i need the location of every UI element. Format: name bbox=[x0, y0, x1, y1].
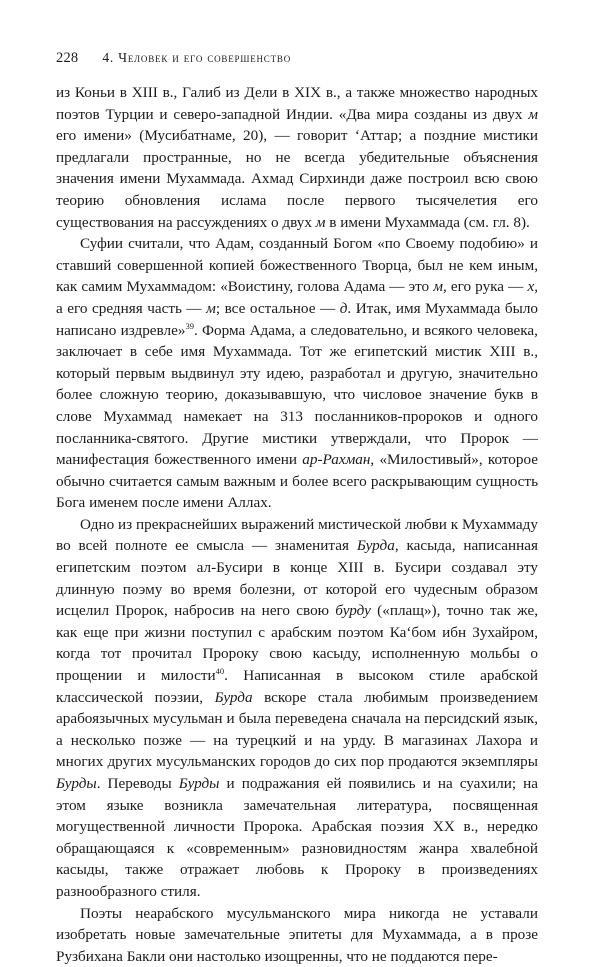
italic-term: бурду bbox=[335, 602, 371, 620]
text-run: Суфии считали, что Адам, созданный Богом «по Своему подобию» и ставший совершенной копией божественного Творца, был не кем иным, как самим Мухаммадом: «Воистину, голова Адама — это bbox=[56, 235, 538, 296]
page-number: 228 bbox=[56, 50, 79, 66]
italic-term: Бурда bbox=[214, 688, 253, 706]
text-run: , его рука — bbox=[442, 278, 528, 296]
italic-term: м bbox=[433, 278, 443, 296]
text-run: ; все остальное — bbox=[215, 299, 340, 317]
footnote-ref: 40 bbox=[215, 666, 225, 677]
paragraph bbox=[56, 82, 538, 233]
text-run: , «Милостивый», которое обычно считается самым важным и более всего раскрывающим сущность Бога именем после имени Аллах. bbox=[56, 451, 538, 512]
italic-term: м bbox=[206, 299, 216, 317]
italic-term: Бурды bbox=[56, 775, 97, 792]
text-run: в имени Мухаммада (см. гл. 8). bbox=[325, 213, 530, 231]
text-run: («плащ»), точно так же, как еще при жизни поступил с арабским поэтом Каʻбом ибн Зухайром, когда тот прочитал Пророку свою касыду, исполненную мольбы о прощении и милости bbox=[56, 602, 538, 685]
text-run: из Коньи в XIII в., Галиб из Дели в XIX в., а также множество народных поэтов Турции и северо-западной Индии. «Два мира созданы из двух bbox=[56, 84, 538, 123]
text-run: и подражания ей появились и на суахили; на этом языке возникла замечательная литература, посвященная могущественной личности Пророка. Арабская поэзия XX в., нередко обращающаяся к «современным» разновидностям жанра хвалебной касыды, также отражает любовь к Пророку в произведениях разнообразного стиля. bbox=[56, 775, 538, 900]
text-run: вскоре стала любимым произведением арабоязычных мусульман и была переведена сначала на персидский язык, а несколько позже — на турецкий и на урду. В магазинах Лахора и многих других мусульманских городов до сих пор продаются экземпляры bbox=[56, 688, 538, 771]
paragraph bbox=[56, 903, 538, 967]
text-run: , а его средняя часть — bbox=[56, 278, 539, 317]
italic-term: д bbox=[339, 299, 348, 317]
text-run: . Переводы bbox=[96, 775, 179, 792]
italic-term: м bbox=[528, 105, 538, 123]
text-run: . Итак, имя Мухаммада было написано издревле» bbox=[56, 299, 538, 339]
italic-term: Бурды bbox=[178, 775, 220, 792]
footnote-ref: 39 bbox=[185, 320, 194, 331]
text-run: Одно из прекраснейших выражений мистической любви к Мухаммаду во всей полноте ее смысла — знаменитая bbox=[56, 515, 538, 555]
text-run: его имени» (Мусибатнаме, 20), — говорит ʻАттар; а поздние мистики предлагали пространные, но не всегда убедительные объяснения значения имени Мухаммада. Ахмад Сирхинди даже построил всю свою теорию обновления ислама после первого тысячелетия его существования на рассуждениях о двух bbox=[56, 127, 538, 231]
paragraph bbox=[56, 233, 538, 514]
text-run: . Написанная в высоком стиле арабской классической поэзии, bbox=[56, 667, 539, 706]
section-title: 4. Человек и его совершенство bbox=[102, 50, 292, 65]
running-head bbox=[56, 50, 538, 67]
body-text bbox=[56, 82, 538, 967]
paragraph bbox=[56, 514, 538, 903]
italic-term: Бурда bbox=[356, 537, 395, 555]
italic-term: ар-Рахман bbox=[302, 451, 371, 469]
italic-term: х bbox=[527, 278, 535, 296]
text-run: Поэты неарабского мусульманского мира никогда не уставали изобретать новые замечательные эпитеты для Мухаммада, а в прозе Рузбихана Бакли они настолько изощренны, что не поддаются пере- bbox=[56, 904, 538, 965]
text-run: . Форма Адама, а следовательно, и всякого человека, заключает в себе имя Мухаммада. Тот же египетский мистик XIII в., который первым выдвинул эту идею, разработал и другую, значительно более сложную теорию, доказывавшую, что числовое значение букв в слове Мухаммад намекает на 313 посланников-пророков и одного посланника-святого. Другие мистики утверждали, что Пророк — манифестация божественного имени bbox=[56, 321, 538, 469]
text-run: , касыда, написанная египетским поэтом ал-Бусири в конце XIII в. Бусири создавал эту длинную поэму во время болезни, от которой его чудесным образом исцелил Пророк, набросив на него свою bbox=[56, 537, 538, 620]
italic-term: м bbox=[315, 213, 326, 231]
